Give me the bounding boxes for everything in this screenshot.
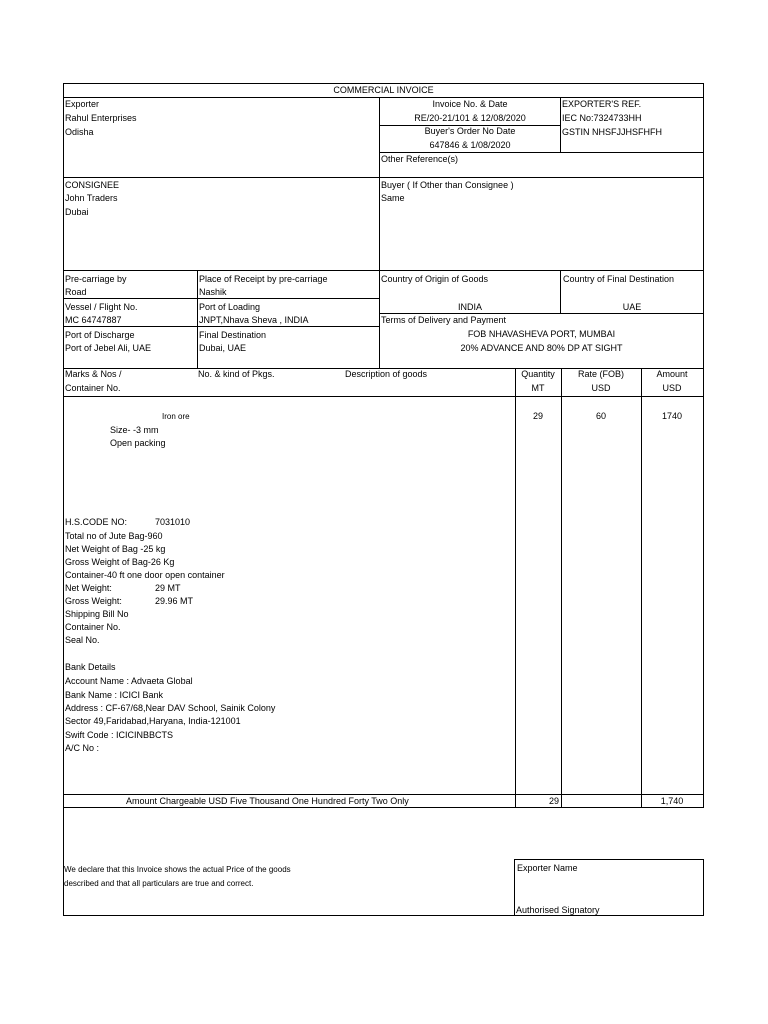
precarriage-value: Road: [65, 287, 87, 297]
signature-top-line: [514, 859, 704, 860]
final-dest-country-value: UAE: [622, 302, 642, 312]
receipt-label: Place of Receipt by pre-carriage: [199, 274, 328, 284]
bank-name: Bank Name : ICICI Bank: [65, 690, 164, 700]
invoice-value: RE/20-21/101 & 12/08/2020: [414, 113, 526, 123]
qty-divider: [515, 368, 516, 808]
vessel-value: MC 64747887: [65, 315, 122, 325]
page-title: COMMERCIAL INVOICE: [333, 85, 434, 95]
rate-header-2: USD: [591, 383, 611, 393]
marks-header-2: Container No.: [65, 383, 121, 393]
border-right: [703, 83, 704, 808]
consignee-name: John Traders: [65, 193, 118, 203]
border-top: [63, 83, 704, 84]
bank-ac-no: A/C No :: [65, 743, 100, 753]
iec-number: IEC No:7324733HH: [562, 113, 642, 123]
amount-divider: [641, 368, 642, 808]
terms-line-1: FOB NHAVASHEVA PORT, MUMBAI: [467, 329, 616, 339]
invoice-label: Invoice No. & Date: [432, 99, 508, 109]
ship-row-line-1: [63, 298, 380, 299]
pkgs-header: No. & kind of Pkgs.: [198, 369, 275, 379]
container-no: Container No.: [65, 622, 121, 632]
title-bottom-line: [63, 97, 704, 98]
hs-code-value: 7031010: [155, 517, 191, 527]
item-quantity: 29: [532, 411, 543, 421]
quantity-header-2: MT: [531, 383, 545, 393]
signature-right-line: [703, 859, 704, 916]
seal-no: Seal No.: [65, 635, 100, 645]
exporter-bottom-line: [63, 177, 704, 178]
discharge-value: Port of Jebel Ali, UAE: [65, 343, 152, 353]
exporter-location: Odisha: [65, 127, 94, 137]
buyers-order-bottom-line: [379, 152, 704, 153]
total-amount: 1,740: [660, 796, 684, 806]
net-weight-label: Net Weight:: [65, 583, 112, 593]
origin-value: INDIA: [457, 302, 482, 312]
buyer-value: Same: [381, 193, 405, 203]
totals-top-line: [63, 794, 704, 795]
gross-weight-value: 29.96 MT: [155, 596, 194, 606]
vessel-label: Vessel / Flight No.: [65, 302, 138, 312]
rate-divider: [561, 368, 562, 808]
border-bottom: [63, 915, 704, 916]
total-quantity: 29: [548, 796, 559, 806]
item-size: Size- -3 mm: [110, 425, 159, 435]
origin-label: Country of Origin of Goods: [381, 274, 489, 284]
bank-heading: Bank Details: [65, 662, 116, 672]
hs-code-label: H.S.CODE NO:: [65, 517, 128, 527]
signature-left-line: [514, 859, 515, 916]
amount-in-words: Amount Chargeable USD Five Thousand One Hundred Forty Two Only: [126, 796, 409, 806]
terms-line-2: 20% ADVANCE AND 80% DP AT SIGHT: [460, 343, 623, 353]
receipt-value: Nashik: [199, 287, 227, 297]
ship-divider-1: [197, 270, 198, 369]
border-left: [63, 83, 64, 916]
net-weight-bag: Net Weight of Bag -25 kg: [65, 544, 166, 554]
buyer-label: Buyer ( If Other than Consignee ): [381, 180, 514, 190]
jute-bag-count: Total no of Jute Bag-960: [65, 531, 163, 541]
description-header: Description of goods: [345, 369, 428, 379]
exporter-name: Rahul Enterprises: [65, 113, 137, 123]
totals-bottom-line: [63, 807, 704, 808]
bank-address: Address : CF-67/68,Near DAV School, Sainik Colony: [65, 703, 276, 713]
final-dest-label: Final Destination: [199, 330, 267, 340]
net-weight-value: 29 MT: [155, 583, 181, 593]
bank-account-name: Account Name : Advaeta Global: [65, 676, 193, 686]
shipping-bill-no: Shipping Bill No: [65, 609, 129, 619]
declaration-line-1: We declare that this Invoice shows the actual Price of the goods: [64, 865, 291, 874]
rate-header-1: Rate (FOB): [577, 369, 624, 379]
gross-weight-label: Gross Weight:: [65, 596, 122, 606]
item-amount: 1740: [661, 411, 683, 421]
exporter-name-label: Exporter Name: [517, 863, 578, 873]
discharge-label: Port of Discharge: [65, 330, 135, 340]
final-dest-value: Dubai, UAE: [199, 343, 247, 353]
exporter-label: Exporter: [65, 99, 100, 109]
quantity-header-1: Quantity: [521, 369, 555, 379]
terms-label: Terms of Delivery and Payment: [381, 315, 507, 325]
amount-header-1: Amount: [656, 369, 688, 379]
marks-header-1: Marks & Nos /: [65, 369, 122, 379]
consignee-location: Dubai: [65, 207, 89, 217]
consignee-label: CONSIGNEE: [65, 180, 120, 190]
loading-value: JNPT,Nhava Sheva , INDIA: [199, 315, 309, 325]
other-reference-label: Other Reference(s): [381, 154, 459, 164]
precarriage-label: Pre-carriage by: [65, 274, 127, 284]
bank-sector: Sector 49,Faridabad,Haryana, India-121001: [65, 716, 241, 726]
ship-row-line-2: [63, 326, 380, 327]
buyers-order-value: 647846 & 1/08/2020: [429, 140, 511, 150]
declaration-line-2: described and that all particulars are true and correct.: [64, 879, 254, 888]
ref-divider: [560, 97, 561, 152]
container-info: Container-40 ft one door open container: [65, 570, 225, 580]
gstin-number: GSTIN NHSFJJHSFHFH: [562, 127, 662, 137]
item-rate: 60: [595, 411, 606, 421]
bank-swift-code: Swift Code : ICICINBBCTS: [65, 730, 174, 740]
goods-header-bottom-line: [63, 396, 704, 397]
gross-weight-bag: Gross Weight of Bag-26 Kg: [65, 557, 175, 567]
amount-header-2: USD: [662, 383, 682, 393]
consignee-bottom-line: [63, 270, 704, 271]
item-packing: Open packing: [110, 438, 166, 448]
exporter-ref-label: EXPORTER'S REF.: [562, 99, 642, 109]
item-name: Iron ore: [162, 412, 190, 421]
loading-label: Port of Loading: [199, 302, 261, 312]
authorised-signatory: Authorised Signatory: [516, 905, 600, 915]
buyers-order-label: Buyer's Order No Date: [424, 126, 516, 136]
final-dest-country-label: Country of Final Destination: [563, 274, 675, 284]
origin-bottom-line: [379, 313, 704, 314]
